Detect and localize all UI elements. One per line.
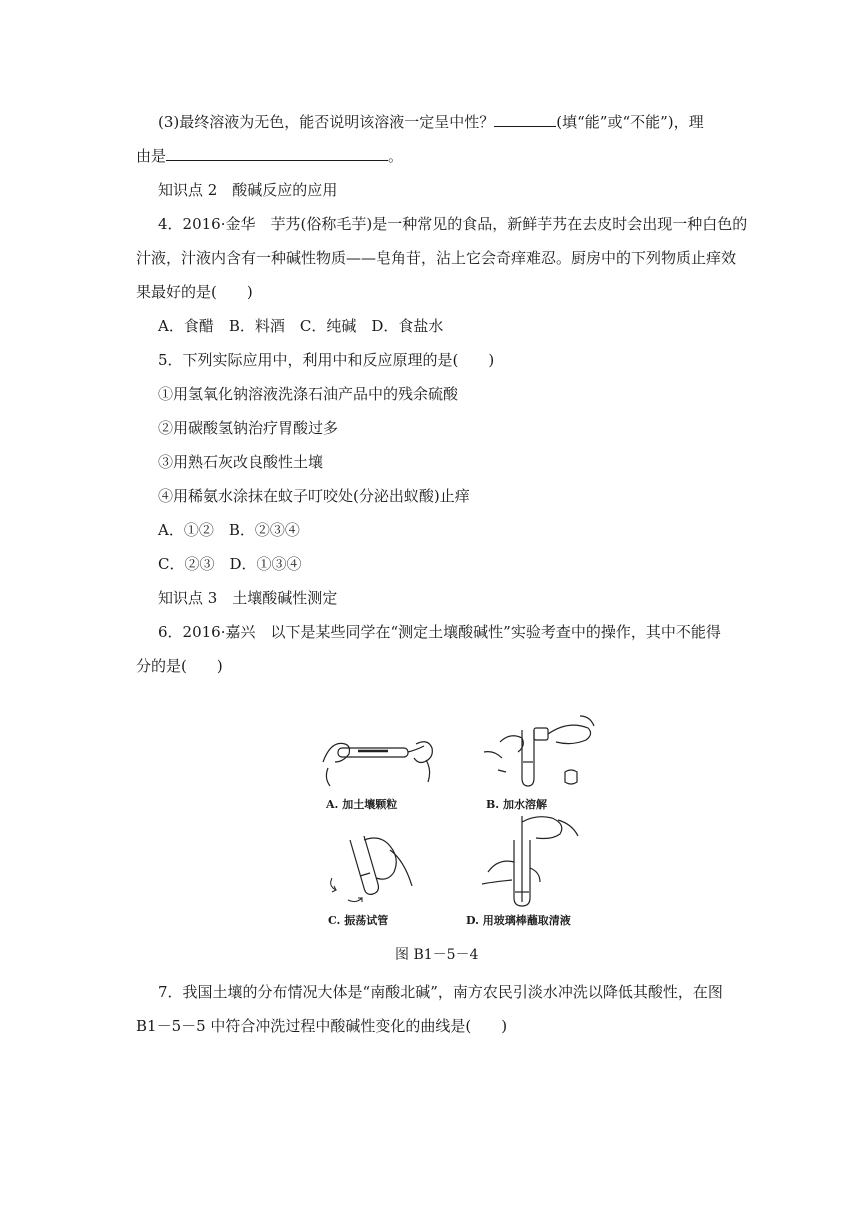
- q4-options: A．食醋 B．料酒 C．纯碱 D．食盐水: [158, 317, 444, 335]
- q4-line3: 果最好的是( ): [136, 283, 253, 301]
- q3-reason-label: 由是: [136, 147, 167, 165]
- q5-item-1: ①用氢氧化钠溶液洗涤石油产品中的残余硫酸: [158, 385, 459, 403]
- caption-c: C. 振荡试管: [328, 914, 389, 927]
- illustration-glass-rod: [480, 812, 600, 912]
- illustration-add-water: [470, 712, 600, 797]
- q3-period: 。: [388, 147, 404, 165]
- q6-line2: 分的是( ): [136, 657, 223, 675]
- illustration-add-soil: [318, 720, 438, 790]
- q7-line1: 7．我国土壤的分布情况大体是“南酸北碱”，南方农民引淡水冲洗以降低其酸性，在图: [158, 983, 723, 1001]
- q3-part3-hint-text: (填“能”或“不能”)，理: [556, 113, 704, 131]
- illustration-shake-tube: [320, 820, 430, 910]
- section-heading-2: 知识点 2 酸碱反应的应用: [158, 181, 338, 199]
- q3-part3-line1: [158, 112, 704, 132]
- q5-item-3: ③用熟石灰改良酸性土壤: [158, 453, 324, 471]
- section-heading-3: 知识点 3 土壤酸碱性测定: [158, 589, 338, 607]
- caption-a: A. 加土壤颗粒: [326, 798, 398, 811]
- q5-stem: 5．下列实际应用中，利用中和反应原理的是( ): [158, 351, 495, 369]
- q4-line1: 4．2016·金华 芋艿(俗称毛芋)是一种常见的食品，新鲜芋艿在去皮时会出现一种白色的: [158, 215, 748, 233]
- q7-line2: B1－5－5 中符合冲洗过程中酸碱性变化的曲线是( ): [136, 1017, 508, 1035]
- q5-item-4: ④用稀氨水涂抹在蚊子叮咬处(分泌出蚁酸)止痒: [158, 487, 470, 505]
- answer-blank: [494, 112, 556, 127]
- figure-title: 图 B1－5－4: [395, 947, 479, 963]
- q5-options-2: C．②③ D．①③④: [158, 555, 302, 573]
- q3-part3-line2: [136, 146, 403, 166]
- q5-options-1: A．①② B．②③④: [158, 521, 300, 539]
- experiment-figure: [300, 712, 600, 942]
- q6-line1: 6．2016·嘉兴 以下是某些同学在“测定土壤酸碱性”实验考查中的操作，其中不能得: [158, 623, 721, 641]
- q5-item-2: ②用碳酸氢钠治疗胃酸过多: [158, 419, 339, 437]
- q4-line2: 汁液，汁液内含有一种碱性物质——皂角苷，沾上它会奇痒难忍。厨房中的下列物质止痒效: [136, 249, 737, 267]
- q3-part3-question-text: (3)最终溶液为无色，能否说明该溶液一定呈中性？: [158, 113, 495, 131]
- caption-d: D. 用玻璃棒蘸取清液: [466, 914, 571, 927]
- reason-blank: [166, 146, 388, 161]
- caption-b: B. 加水溶解: [486, 798, 547, 811]
